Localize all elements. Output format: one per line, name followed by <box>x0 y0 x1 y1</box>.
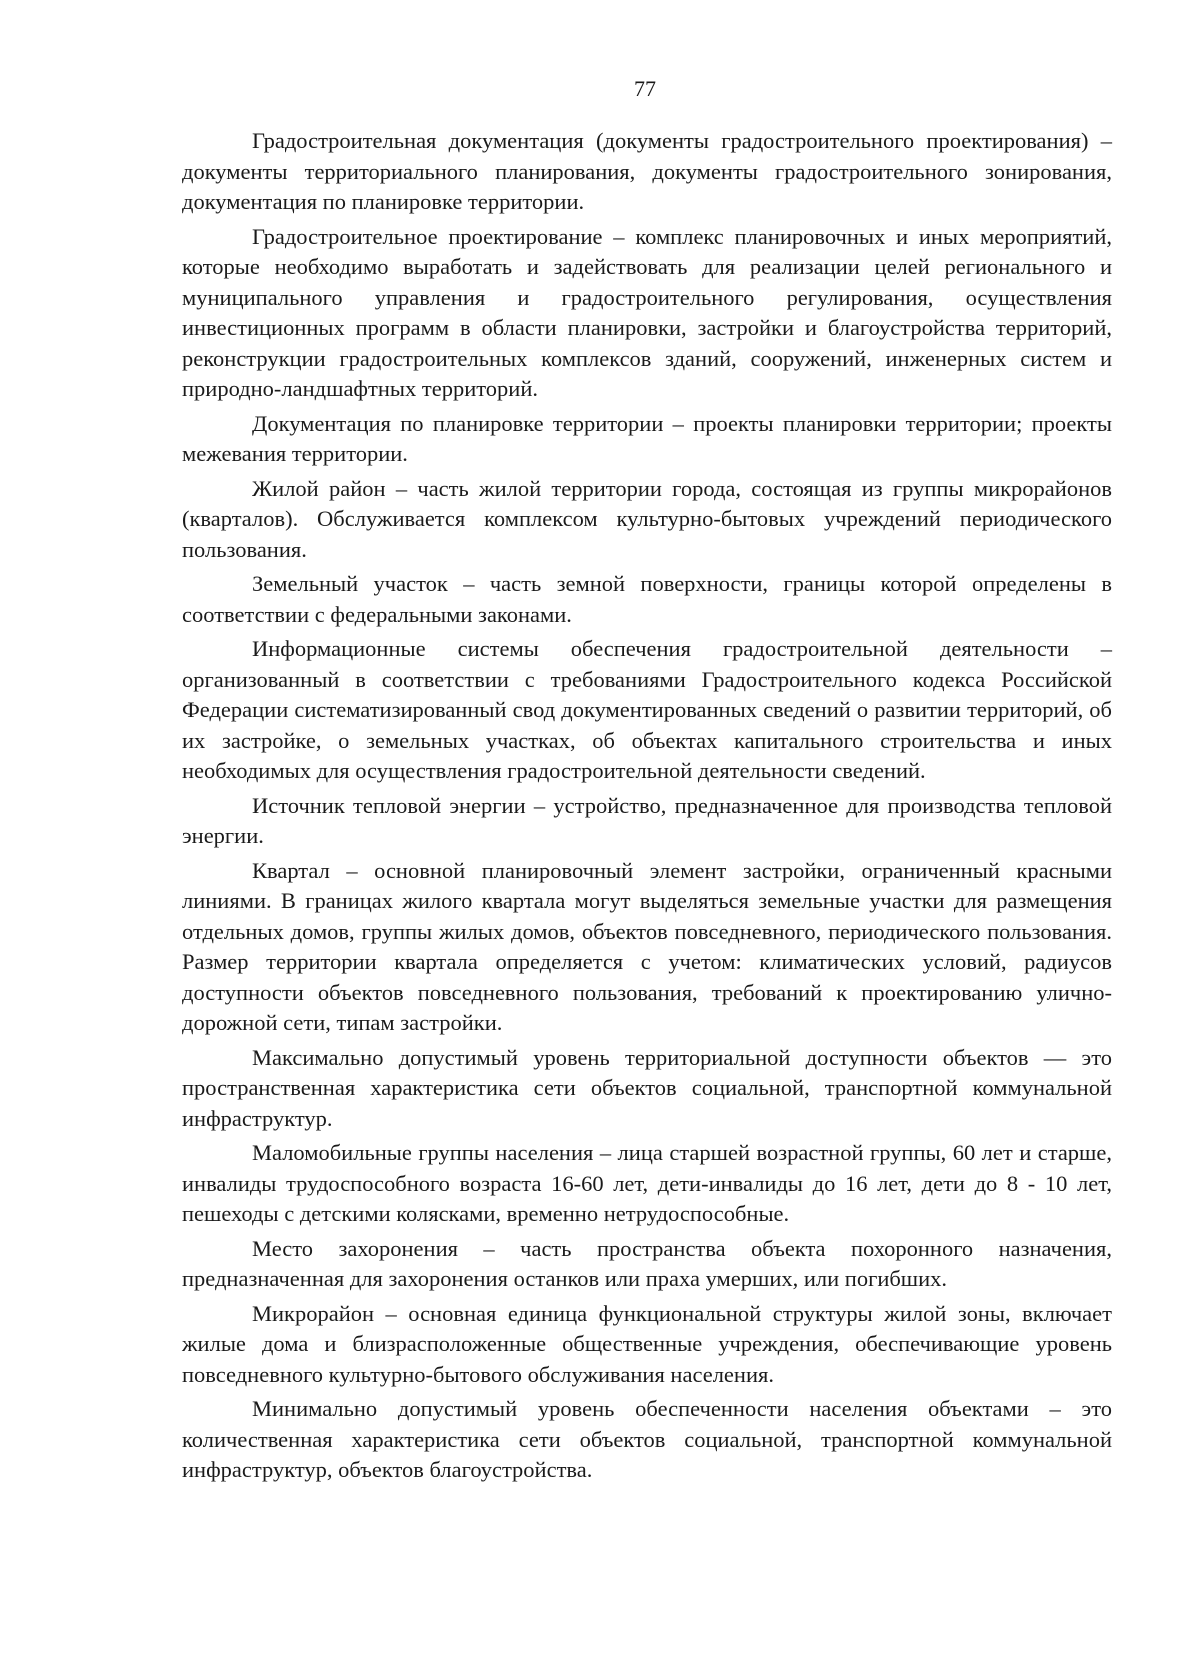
paragraph-burial-place: Место захоронения – часть пространства объекта похоронного назначения, предназначенная для захоронения останков или праха умерших, или погибших. <box>182 1235 1112 1291</box>
document-body <box>182 126 1112 1490</box>
paragraph-land-plot: Земельный участок – часть земной поверхности, границы которой определены в соответствии с федеральными законами. <box>182 571 1112 627</box>
paragraph-microdistrict: Микрорайон – основная единица функциональной структуры жилой зоны, включает жилые дома и близрасположенные общественные учреждения, обеспечивающие уровень повседневного культурно-бытового обслуживания населения. <box>182 1300 1112 1387</box>
page-number: 77 <box>634 76 656 101</box>
paragraph-max-accessibility-level: Максимально допустимый уровень территориальной доступности объектов — это пространственная характеристика сети объектов социальной, транспортной коммунальной инфраструктур. <box>182 1044 1112 1131</box>
paragraph-residential-district: Жилой район – часть жилой территории города, состоящая из группы микрорайонов (кварталов). Обслуживается комплексом культурно-бытовых учреждений периодического пользования. <box>182 475 1112 562</box>
paragraph-min-provision-level: Минимально допустимый уровень обеспеченности населения объектами – это количественная характеристика сети объектов социальной, транспортной коммунальной инфраструктур, объектов благоустройства. <box>182 1396 1112 1482</box>
paragraph-territory-planning-documentation: Документация по планировке территории – проекты планировки территории; проекты межевания территории. <box>182 410 1112 466</box>
paragraph-information-systems: Информационные системы обеспечения градостроительной деятельности – организованный в соответствии с требованиями Градостроительного кодекса Российской Федерации систематизированный свод документированных сведений о развитии территорий, об их застройке, о земельных участках, об объектах капитального строительства и иных необходимых для осуществления градостроительной деятельности сведений. <box>182 636 1112 783</box>
paragraph-quarter: Квартал – основной планировочный элемент застройки, ограниченный красными линиями. В границах жилого квартала могут выделяться земельные участки для размещения отдельных домов, группы жилых домов, объектов повседневного, периодического пользования. Размер территории квартала определяется с учетом: климатических условий, радиусов доступности объектов повседневного пользования, требований к проектированию улично-дорожной сети, типам застройки. <box>182 857 1112 1035</box>
paragraph-low-mobility-groups: Маломобильные группы населения – лица старшей возрастной группы, 60 лет и старше, инвалиды трудоспособного возраста 16-60 лет, дети-инвалиды до 16 лет, дети до 8 - 10 лет, пешеходы с детскими колясками, временно нетрудоспособные. <box>182 1140 1112 1226</box>
paragraph-urban-planning-design: Градостроительное проектирование – комплекс планировочных и иных мероприятий, которые необходимо выработать и задействовать для реализации целей регионального и муниципального управления и градостроительного регулирования, осуществления инвестиционных программ в области планировки, застройки и благоустройства территорий, реконструкции градостроительных комплексов зданий, сооружений, инженерных систем и природно-ландшафтных территорий. <box>182 223 1112 401</box>
paragraph-heat-source: Источник тепловой энергии – устройство, предназначенное для производства тепловой энергии. <box>182 792 1112 848</box>
paragraph-urban-planning-documentation: Градостроительная документация (документы градостроительного проектирования) – документы территориального планирования, документы градостроительного зонирования, документация по планировке территории. <box>182 128 1112 214</box>
